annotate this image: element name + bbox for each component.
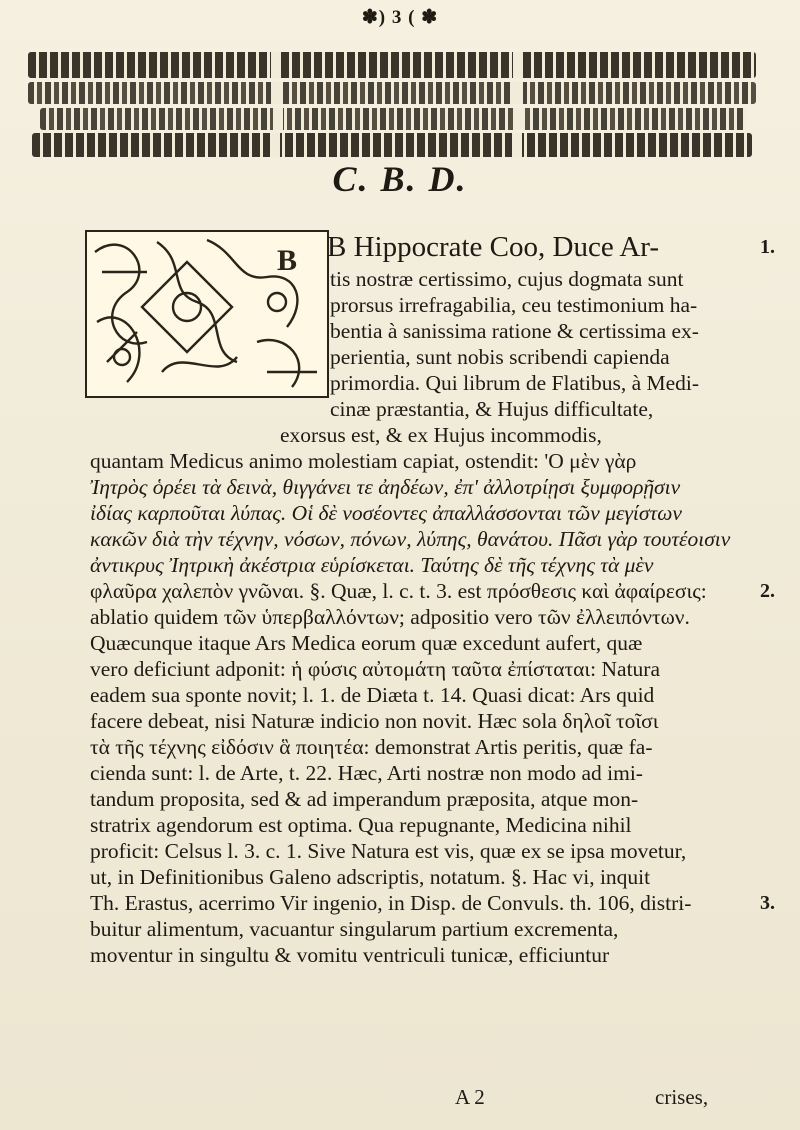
text-line: quantam Medicus animo molestiam capiat, ostendit: 'Ο μὲν γὰρ (90, 449, 637, 473)
ornament-band-1 (28, 52, 756, 78)
margin-note: 2. (760, 580, 775, 602)
ornamental-initial-B-icon (85, 230, 329, 398)
text-line: moventur in singultu & vomitu ventriculi tunicæ, efficiuntur (90, 943, 610, 967)
text-line: κακῶν διὰ τὴν τέχνην, νόσων, πόνων, λύπης, θανάτου. Πᾶσι γὰρ τουτέοισιν (90, 527, 731, 551)
text-line: τὰ τῆς τέχνης εἰδόσιν ἃ ποιητέα: demonstrat Artis peritis, quæ fa- (90, 735, 653, 759)
text-line: perientia, sunt nobis scribendi capienda (330, 345, 670, 369)
signature-mark: A 2 (455, 1085, 485, 1109)
margin-note: 3. (760, 892, 775, 914)
ornament-band-3 (40, 108, 746, 130)
text-line: ablatio quidem τῶν ὑπερβαλλόντων; adpositio vero τῶν ἐλλειπόντων. (90, 605, 690, 629)
text-line: exorsus est, & ex Hujus incommodis, (280, 423, 602, 447)
text-line: φλαῦρα χαλεπὸν γνῶναι. §. Quæ, l. c. t. 3. est πρόσθεσις καὶ ἀφαίρεσις: (90, 579, 707, 603)
text-line: ἀντικρυς Ἰητρικὴ ἀκέστρια εὑρίσκεται. Ταύτης δὲ τῆς τέχνης τὰ μὲν (90, 553, 654, 577)
section-initials: C. B. D. (332, 159, 468, 199)
text-line: tandum proposita, sed & ad imperandum præposita, atque mon- (90, 787, 639, 811)
text-line: buitur alimentum, vacuantur singularum partium excrementa, (90, 917, 619, 941)
text-line: ut, in Definitionibus Galeno adscriptis, notatum. §. Hac vi, inquit (90, 865, 651, 889)
text-line: prorsus irrefragabilia, ceu testimonium ha- (330, 293, 698, 317)
text-line: Quæcunque itaque Ars Medica eorum quæ excedunt aufert, quæ (90, 631, 643, 655)
text-line: tis nostræ certissimo, cujus dogmata sunt (330, 267, 684, 291)
text-line: stratrix agendorum est optima. Qua repugnante, Medicina nihil (90, 813, 632, 837)
text-line: ἰδίας καρποῦται λύπας. Οἱ δὲ νοσέοντες ἀπαλλάσσονται τῶν μεγίστων (90, 501, 682, 525)
text-line: cienda sunt: l. de Arte, t. 22. Hæc, Arti nostræ non modo ad imi- (90, 761, 643, 785)
text-line: vero deficiunt adponit: ἡ φύσις αὐτομάτη ταῦτα ἐπίσταται: Natura (90, 657, 661, 681)
text-line: cinæ præstantia, & Hujus difficultate, (330, 397, 654, 421)
text-line: Ἰητρὸς ὁρέει τὰ δεινὰ, θιγγάνει τε ἀηδέων, ἐπ' ἀλλοτρίῃσι ξυμφορῇσιν (90, 475, 681, 499)
margin-note: 1. (760, 236, 775, 258)
text-line: bentia à sanissima ratione & certissima ex- (330, 319, 699, 343)
page-header-mark: ✽) 3 ( ✽ (361, 7, 439, 28)
text-line: eadem sua sponte novit; l. 1. de Diæta t. 14. Quasi dicat: Ars quid (90, 683, 655, 707)
svg-text:B: B (277, 244, 298, 277)
text-line: B Hippocrate Coo, Duce Ar- (327, 231, 660, 263)
text-line: primordia. Qui librum de Flatibus, à Medi- (330, 371, 700, 395)
text-line: Th. Erastus, acerrimo Vir ingenio, in Disp. de Convuls. th. 106, distri- (90, 891, 692, 915)
catchword: crises, (655, 1085, 709, 1109)
text-line: proficit: Celsus l. 3. c. 1. Sive Natura est vis, quæ ex se ipsa movetur, (90, 839, 687, 863)
ornament-band-2 (28, 82, 756, 104)
text-line: facere debeat, nisi Naturæ indicio non novit. Hæc sola δηλοῖ τοῖσι (90, 709, 659, 733)
ornament-band-4 (32, 133, 752, 157)
